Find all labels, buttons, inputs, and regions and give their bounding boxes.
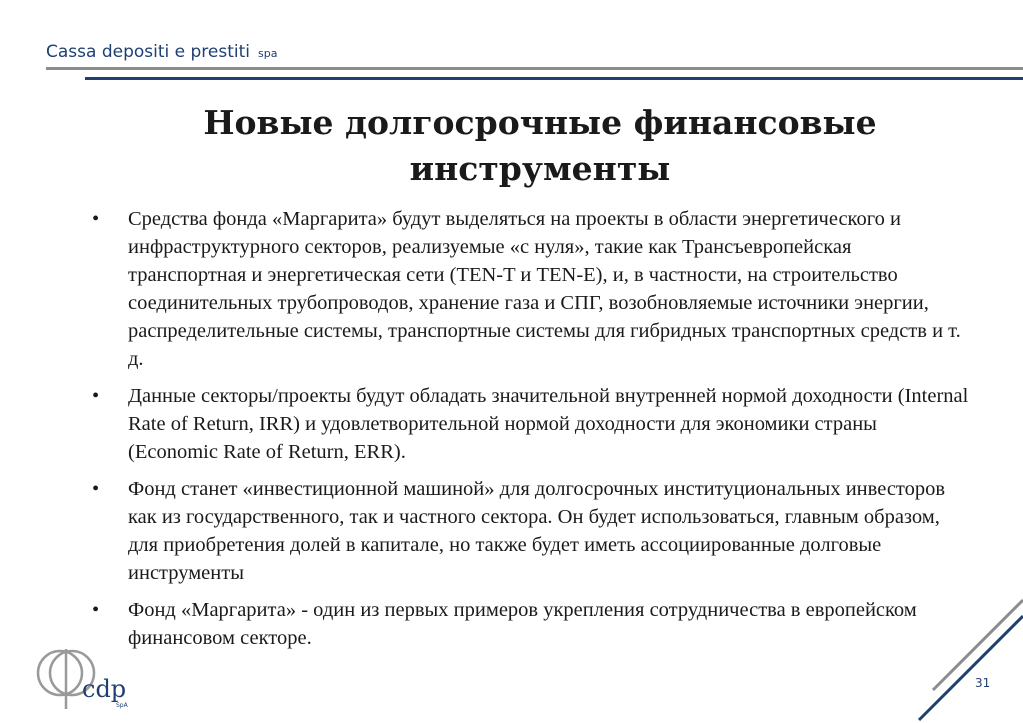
cdp-logo — [34, 643, 134, 713]
slide-title: Новые долгосрочные финансовые инструменты — [203, 103, 877, 188]
bullet-item — [92, 596, 972, 652]
brand-header — [46, 42, 277, 62]
bullet-symbol: • — [92, 208, 100, 230]
deco-line-navy — [919, 616, 1023, 720]
bullet-text: Фонд станет «инвестиционной машиной» для долгосрочных институциональных инвесторов как из государственного, так и частного сектора. Он будет использоваться, главным образом, для приобретения долей в капитале, но также будет иметь ассоциированные долговые инструменты — [128, 478, 946, 584]
bullet-symbol: • — [92, 478, 100, 500]
bullet-text: Данные секторы/проекты будут обладать значительной внутренней нормой доходности (Internal Rate of Return, IRR) и удовлетворительной нормой доходности для экономики страны (Economic Rate of Return, ERR). — [128, 385, 969, 463]
logo-sub: SpA — [116, 702, 128, 709]
bullet-item — [92, 205, 972, 373]
page-number: 31 — [975, 676, 991, 690]
corner-decoration — [915, 598, 1023, 723]
logo-circle-left — [38, 651, 82, 695]
bullet-item — [92, 382, 972, 466]
logo-text: cdp — [82, 675, 127, 703]
brand-name: Cassa depositi e prestiti — [46, 42, 250, 62]
bullet-list — [92, 205, 972, 661]
header-rule-grey — [46, 67, 1023, 70]
bullet-item — [92, 475, 972, 587]
bullet-text: Средства фонда «Маргарита» будут выделяться на проекты в области энергетического и инфраструктурного секторов, реализуемые «с нуля», такие как Трансъевропейская транспортная и энергетическая сети (TEN-T и TEN-E), и, в частности, на строительство соединительных трубопроводов, хранение газа и СПГ, возобновляемые источники энергии, распределительные системы, транспортные системы для гибридных транспортных средств и т. д. — [128, 208, 961, 370]
header-rule-navy — [85, 77, 1023, 80]
bullet-text: Фонд «Маргарита» - один из первых примеров укрепления сотрудничества в европейском финансовом секторе. — [128, 599, 917, 649]
bullet-symbol: • — [92, 385, 100, 407]
brand-suffix: spa — [258, 47, 278, 60]
bullet-symbol: • — [92, 599, 100, 621]
